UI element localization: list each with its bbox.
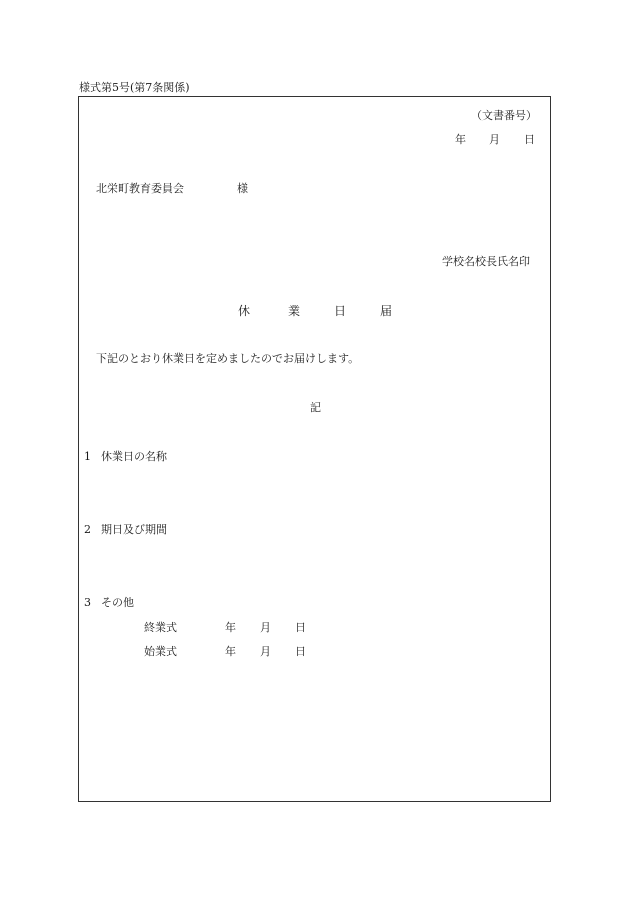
- title-char: 休: [238, 304, 251, 318]
- document-number: （文書番号）: [471, 109, 537, 122]
- ceremony-month: 月: [260, 645, 271, 658]
- sender-line: 学校名校長氏名印: [442, 255, 530, 268]
- ceremony-year: 年: [225, 645, 236, 658]
- item-number: 3: [84, 596, 91, 609]
- addressee-name: 北栄町教育委員会: [96, 182, 184, 195]
- ceremony-year: 年: [225, 621, 236, 634]
- form-frame: [78, 96, 551, 802]
- date-year: 年: [455, 133, 466, 146]
- title-char: 届: [380, 304, 393, 318]
- addressee-honorific: 様: [237, 182, 248, 195]
- ceremony-day: 日: [295, 645, 306, 658]
- item-label: 期日及び期間: [101, 523, 167, 536]
- date-day: 日: [524, 133, 535, 146]
- title-char: 業: [288, 304, 301, 318]
- item-label: 休業日の名称: [101, 450, 167, 463]
- ceremony-name: 始業式: [144, 645, 177, 658]
- item-number: 1: [84, 450, 91, 463]
- item-number: 2: [84, 523, 91, 536]
- form-label: 様式第5号(第7条関係): [79, 81, 190, 94]
- ceremony-day: 日: [295, 621, 306, 634]
- date-month: 月: [489, 133, 500, 146]
- ki-heading: 記: [310, 401, 321, 414]
- ceremony-month: 月: [260, 621, 271, 634]
- ceremony-name: 終業式: [144, 621, 177, 634]
- item-label: その他: [101, 596, 134, 609]
- body-text: 下記のとおり休業日を定めましたのでお届けします。: [96, 352, 360, 365]
- title-char: 日: [334, 304, 347, 318]
